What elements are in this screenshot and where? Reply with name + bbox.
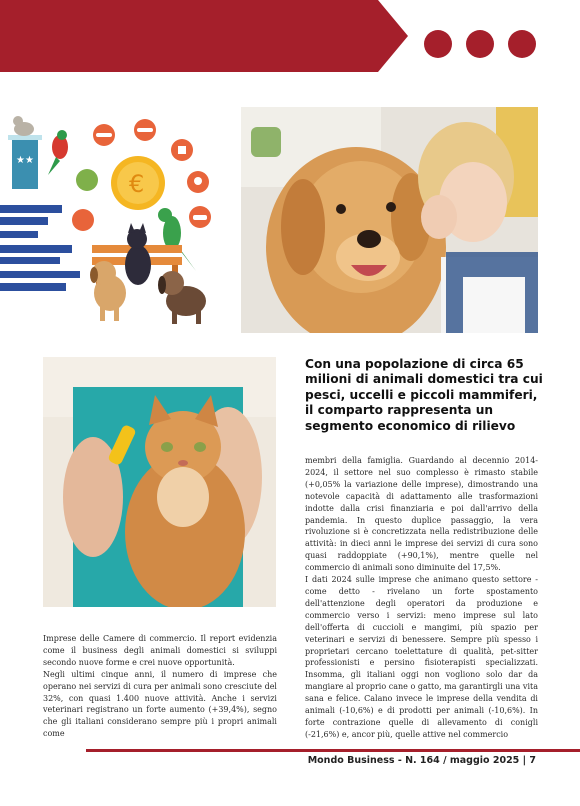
article-column-right <box>305 455 538 741</box>
right-paragraph-2: I dati 2024 sulle imprese che animano questo settore - come detto - rivelano un forte spostamento dell'attenzione degli operatori da produzione e commercio verso i servizi: meno imprese sul lato dell'offerta di cuccioli e mangimi, più spazio per veterinari e servizi di benessere. Sempre più spesso i proprietari cercano toelettature di qualità, pet-sitter professionisti e persino fisioterapisti specializzati. Insomma, gli italiani oggi non vogliono solo dar da mangiare al proprio cane o gatto, ma garantirgli una vita sana e felice. Calano invece le imprese della vendita di animali (-10,6%) e di prodotti per animali (-10,6%). In forte contrazione quelle di allevamento di conigli (-21,6%) e, ancor più, quelle attive nel commercio <box>305 575 538 739</box>
left-paragraph-2: Negli ultimi cinque anni, il numero di imprese che operano nei servizi di cura per animali sono cresciute del 32%, con quasi 1.400 nuove attività. Anche i servizi veterinari registrano un forte aumento (+39,4%), segno che gli italiani considerano sempre più i propri animali come <box>43 669 277 739</box>
right-paragraph-1: membri della famiglia. Guardando al decennio 2014-2024, il settore nel suo complesso è rimasto stabile (+0,05% la variazione delle imprese), dimostrando una notevole capacità di adattamento alle trasformazioni indotte dalla crisi finanziaria e poi dall'arrivo della pandemia. In questo duplice passaggio, la vera rivoluzione si è concretizzata nella redistribuzione delle attività: in dieci anni le imprese dei servizi di cura sono quasi raddoppiate (+90,1%), mentre quelle nel commercio di animali sono diminuite del 17,5%. <box>305 456 538 573</box>
header-dot-1 <box>424 30 452 58</box>
photo-cat-grooming <box>43 357 276 607</box>
svg-text:★★: ★★ <box>16 155 34 166</box>
header-dot-2 <box>466 30 494 58</box>
header-band <box>0 0 580 72</box>
photo-child-with-dog <box>241 107 538 333</box>
article-headline: Con una popolazione di circa 65 milioni di animali domestici tra cui pesci, uccelli e piccoli mammiferi, il comparto rappresenta un segmento economico di rilievo <box>305 357 543 433</box>
footer-rule <box>86 749 580 752</box>
header-dot-3 <box>508 30 536 58</box>
article-column-left <box>43 633 277 740</box>
svg-text:€: € <box>129 170 145 198</box>
left-paragraph-1: Imprese delle Camere di commercio. Il report evidenzia come il business degli animali domestici si sviluppi secondo nuove forme e crei nuove opportunità. <box>43 634 277 667</box>
pet-economy-illustration <box>0 105 230 330</box>
footer-folio: Mondo Business - N. 164 / maggio 2025 | 7 <box>307 755 536 766</box>
